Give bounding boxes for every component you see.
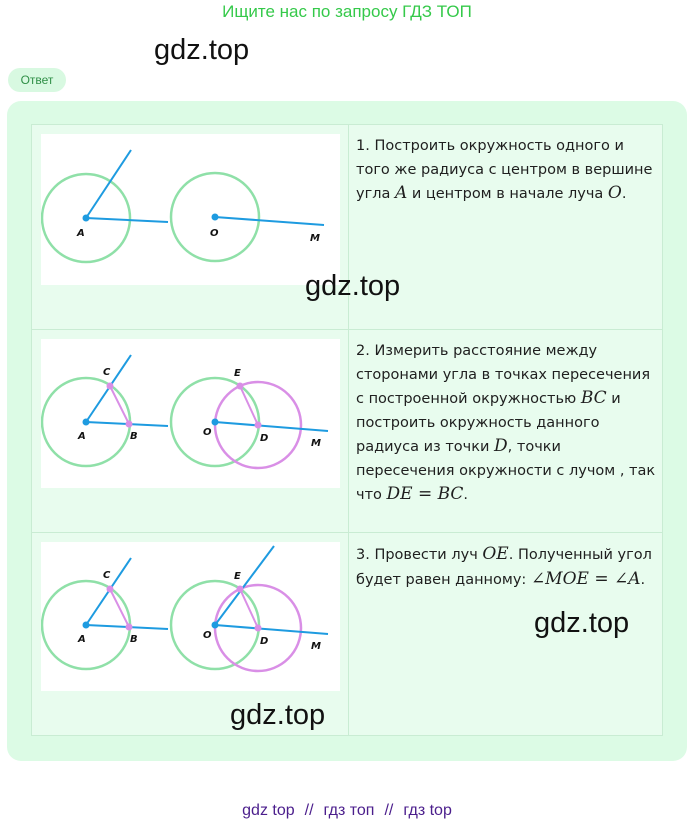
- label-m: M: [311, 438, 321, 449]
- point-a: [83, 419, 90, 426]
- point-e: [237, 383, 244, 390]
- point-d: [255, 625, 262, 632]
- point-o: [212, 622, 219, 629]
- footer-link-2[interactable]: гдз топ: [323, 802, 375, 819]
- point-d: [255, 422, 262, 429]
- step-3-drawing: [41, 542, 340, 691]
- point-c: [107, 586, 114, 593]
- label-e: E: [234, 571, 241, 582]
- math-d: D: [494, 436, 508, 456]
- ray-a-horizontal: [86, 218, 168, 222]
- math-de-bc: DE = BC: [386, 484, 464, 504]
- point-a: [83, 215, 90, 222]
- footer-separator: //: [304, 802, 314, 819]
- watermark: gdz.top: [230, 699, 326, 731]
- footer-separator: //: [384, 802, 394, 819]
- point-c: [107, 383, 114, 390]
- footer-link-1[interactable]: gdz top: [242, 802, 295, 819]
- step-1-drawing: [41, 134, 340, 285]
- point-b: [126, 624, 133, 631]
- math-angle: ∠MOE = ∠A: [530, 568, 641, 589]
- ray-a-up: [86, 150, 131, 218]
- label-a: A: [77, 228, 85, 239]
- label-m: M: [311, 641, 321, 652]
- watermark: gdz.top: [534, 607, 630, 639]
- math-bc: BC: [580, 388, 607, 408]
- footer-links: [0, 802, 694, 820]
- label-o: O: [203, 427, 212, 438]
- point-a: [83, 622, 90, 629]
- step-1-figure: [41, 134, 340, 285]
- math-o: O: [607, 183, 622, 203]
- point-b: [126, 421, 133, 428]
- label-b: B: [130, 634, 138, 645]
- point-o: [212, 214, 219, 221]
- step-3-figure: [41, 542, 340, 691]
- ray-om: [215, 422, 328, 431]
- ray-om: [215, 625, 328, 634]
- answer-tag[interactable]: Ответ: [8, 68, 66, 92]
- label-d: D: [260, 433, 269, 444]
- step-2-drawing: [41, 339, 340, 488]
- math-oe: OE: [482, 544, 509, 564]
- point-o: [212, 419, 219, 426]
- watermark: gdz.top: [154, 34, 250, 66]
- label-e: E: [234, 368, 241, 379]
- label-a: A: [78, 634, 86, 645]
- table-row-2: [32, 330, 662, 533]
- label-o: O: [203, 630, 212, 641]
- step-2-text: 2. Измерить расстояние между сторонами угла в точках пересечения с построенной окружностью BC и построить окружность данного радиуса из точки D, точки пересечения окружности с лучом , так что DE = BC.: [356, 343, 656, 504]
- footer-link-3[interactable]: гдз top: [403, 802, 452, 819]
- label-c: C: [103, 367, 111, 378]
- watermark: gdz.top: [305, 270, 401, 302]
- label-a: A: [78, 431, 86, 442]
- label-d: D: [260, 636, 269, 647]
- step-3-text: 3. Провести луч OE. Полученный угол будет равен данному: ∠MOE = ∠A.: [356, 544, 652, 589]
- label-b: B: [130, 431, 138, 442]
- step-2-figure: [41, 339, 340, 488]
- solution-table: [31, 124, 663, 736]
- math-a: A: [394, 183, 408, 203]
- label-m: M: [310, 233, 320, 244]
- ray-om: [215, 217, 324, 225]
- step-1-text: 1. Построить окружность одного и того же радиуса с центром в вершине угла A и центром в начале луча O.: [356, 138, 653, 203]
- point-e: [237, 586, 244, 593]
- label-o: O: [210, 228, 219, 239]
- label-c: C: [103, 570, 111, 581]
- top-banner: Ищите нас по запросу ГДЗ ТОП: [222, 2, 472, 21]
